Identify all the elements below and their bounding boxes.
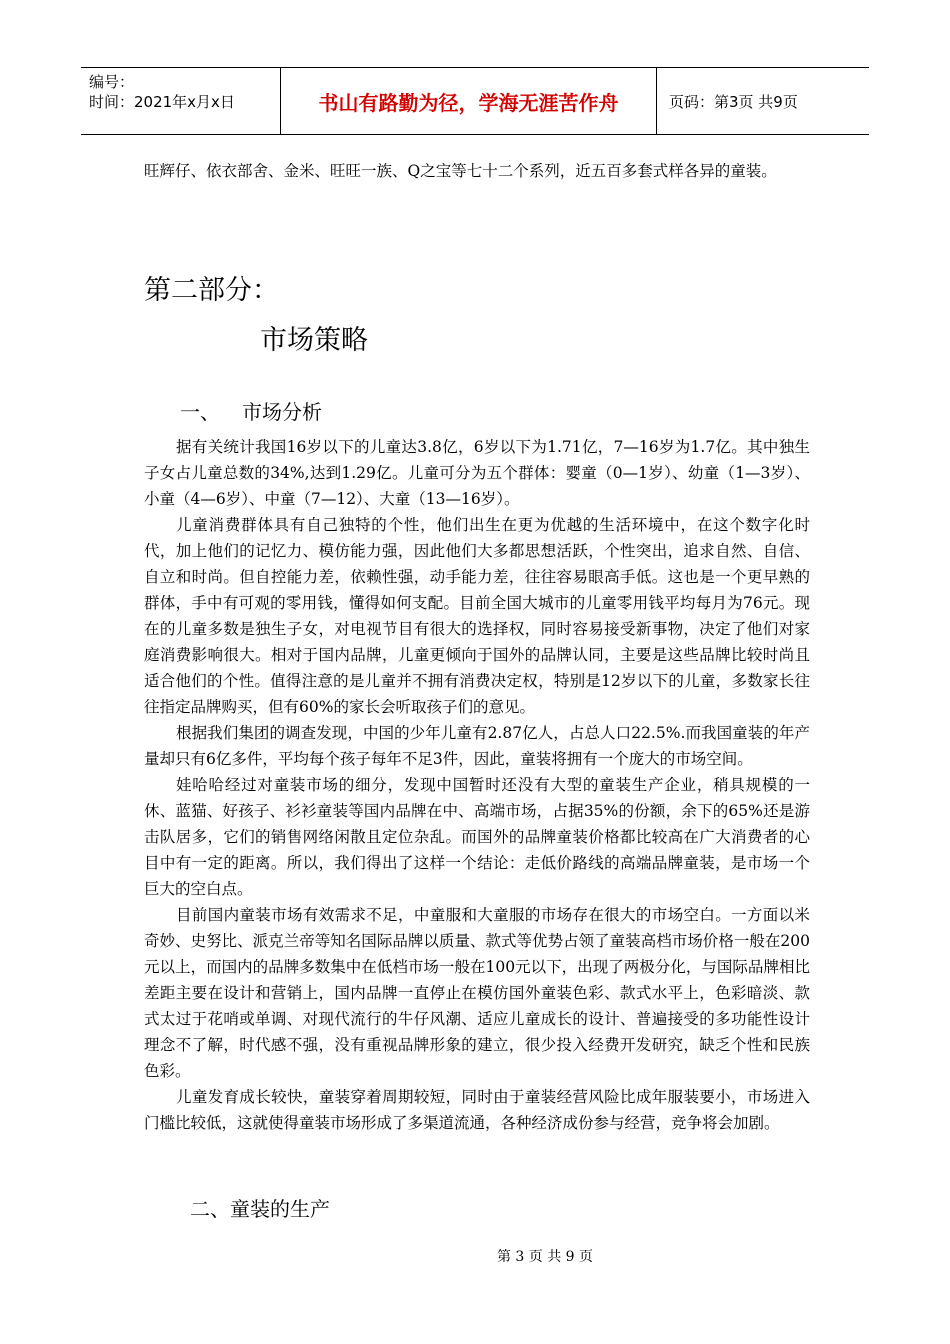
body-paragraph: 娃哈哈经过对童装市场的细分，发现中国暂时还没有大型的童装生产企业，稍具规模的一休、蓝猫、好孩子、衫衫童装等国内品牌在中、高端市场，占据35%的份额，余下的65%还是游击队居多，它们的销售网络闲散且定位杂乱。而国外的品牌童装价格都比较高在广大消费者的心目中有一定的距离。所以，我们得出了这样一个结论：走低价路线的高端品牌童装，是市场一个巨大的空白点。 — [144, 776, 810, 898]
date-label: 时间：2021年x月x日 — [89, 93, 235, 111]
body-paragraph: 目前国内童装市场有效需求不足，中童服和大童服的市场存在很大的市场空白。一方面以米奇妙、史努比、派克兰帝等知名国际品牌以质量、款式等优势占领了童装高档市场价格一般在200元以上，而国内的品牌多数集中在低档市场一般在100元以下，出现了两极分化，与国际品牌相比差距主要在设计和营销上，国内品牌一直停止在模仿国外童装色彩、款式水平上，色彩暗淡、款式太过于花哨或单调、对现代流行的牛仔风潮、适应儿童成长的设计、普遍接受的多功能性设计理念不了解，时代感不强，没有重视品牌形象的建立，很少投入经费开发研究，缺乏个性和民族色彩。 — [144, 906, 810, 1080]
body-paragraph: 儿童发育成长较快，童装穿着周期较短，同时由于童装经营风险比成年服装要小，市场进入门槛比较低，这就使得童装市场形成了多渠道流通，各种经济成份参与经营，竞争将会加剧。 — [144, 1088, 810, 1132]
intro-block — [144, 158, 810, 184]
part-heading: 第二部分： — [144, 275, 279, 306]
body-paragraph: 儿童消费群体具有自己独特的个性，他们出生在更为优越的生活环境中，在这个数字化时代，加上他们的记忆力、模仿能力强，因此他们大多都思想活跃，个性突出，追求自然、自信、自立和时尚。但自控能力差，依赖性强，动手能力差，往往容易眼高手低。这也是一个更早熟的群体，手中有可观的零用钱，懂得如何支配。目前全国大城市的儿童零用钱平均每月为76元。现在的儿童多数是独生子女，对电视节目有很大的选择权，同时容易接受新事物，决定了他们对家庭消费影响很大。相对于国内品牌，儿童更倾向于国外的品牌认同，主要是这些品牌比较时尚且适合他们的个性。值得注意的是儿童并不拥有消费决定权，特别是12岁以下的儿童，多数家长往往指定品牌购买，但有60%的家长会听取孩子们的意见。 — [144, 516, 810, 716]
page-footer: 第 3 页 共 9 页 — [496, 1249, 594, 1265]
header-meta — [81, 68, 281, 134]
section-heading-2: 二、童装的生产 — [190, 1197, 330, 1221]
header-page-info: 页码：第3页 共9页 — [669, 92, 798, 111]
body-paragraph: 据有关统计我国16岁以下的儿童达3.8亿，6岁以下为1.71亿，7—16岁为1.7亿。其中独生子女占儿童总数的34%,达到1.29亿。儿童可分为五个群体：婴童（0—1岁）、幼童（1—3岁）、小童（4—6岁）、中童（7—12）、大童（13—16岁）。 — [144, 438, 810, 508]
header-motto: 书山有路勤为径，学海无涯苦作舟 — [281, 68, 657, 134]
section-title: 市场分析 — [242, 400, 322, 424]
number-label: 编号： — [89, 73, 135, 91]
intro-paragraph: 旺辉仔、依衣部舍、金米、旺旺一族、Q之宝等七十二个系列，近五百多套式样各异的童装。 — [144, 162, 777, 180]
section-number: 一、 — [180, 400, 220, 424]
section-heading-1 — [180, 396, 322, 425]
page-header — [81, 67, 869, 135]
body-text — [144, 434, 810, 1136]
body-paragraph: 根据我们集团的调查发现，中国的少年儿童有2.87亿人，占总人口22.5%.而我国童装的年产量却只有6亿多件，平均每个孩子每年不足3件，因此，童装将拥有一个庞大的市场空间。 — [144, 724, 810, 768]
part-title: 市场策略 — [260, 325, 368, 356]
